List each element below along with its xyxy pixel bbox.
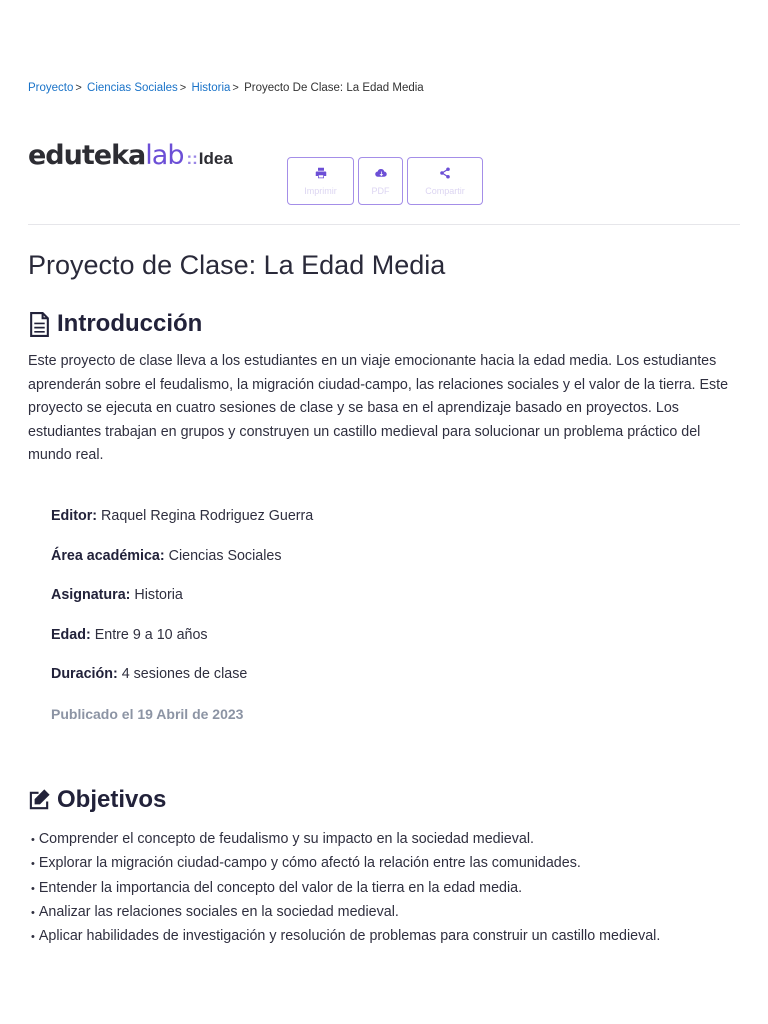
header-divider [28, 224, 740, 225]
list-item: • Analizar las relaciones sociales en la sociedad medieval. [28, 901, 660, 925]
list-item: • Explorar la migración ciudad-campo y cómo afectó la relación entre las comunidades. [28, 852, 660, 876]
logo-lab: lab [145, 140, 184, 171]
list-item: • Aplicar habilidades de investigación y resolución de problemas para construir un castillo medieval. [28, 925, 660, 949]
meta-subject: Asignatura: Historia [51, 587, 183, 603]
pdf-button-label: PDF [371, 185, 390, 196]
objectives-heading-text: Objetivos [57, 786, 167, 813]
intro-paragraph: Este proyecto de clase lleva a los estudiantes en un viaje emocionante hacia la edad media. Los estudiantes aprenderán sobre el feudalismo, la migración ciudad-campo, las relaciones sociales y el valor de la tierra. Este proyecto se ejecuta en cuatro sesiones de clase y se basa en el aprendizaje basado en proyectos. Los estudiantes trabajan en grupos y construyen un castillo medieval para solucionar un problema práctico del mundo real. [28, 353, 729, 463]
breadcrumb-link-ciencias-sociales[interactable]: Ciencias Sociales [87, 82, 178, 94]
share-icon [439, 167, 451, 179]
pdf-button[interactable] [358, 157, 403, 205]
edutekalab-logo[interactable] [28, 140, 233, 171]
chevron-right-icon: > [179, 82, 187, 94]
cloud-download-icon [375, 167, 387, 179]
meta-age: Edad: Entre 9 a 10 años [51, 626, 208, 643]
logo-eduteka: eduteka [28, 140, 146, 171]
share-button[interactable] [407, 157, 483, 205]
chevron-right-icon: > [75, 82, 82, 94]
toolbar [287, 157, 483, 205]
intro-heading-text: Introducción [57, 310, 203, 337]
meta-area: Área académica: Ciencias Sociales [51, 547, 282, 564]
intro-heading [28, 310, 202, 338]
objectives-list [28, 828, 660, 949]
page-title: Proyecto de Clase: La Edad Media [28, 250, 446, 280]
meta-editor: Editor: Raquel Regina Rodriguez Guerra [51, 508, 314, 524]
document-icon [28, 312, 51, 337]
list-item: • Comprender el concepto de feudalismo y su impacto en la sociedad medieval. [28, 828, 660, 852]
logo-idea: ::Idea [186, 149, 233, 168]
share-button-label: Compartir [425, 185, 465, 196]
print-icon [315, 167, 327, 179]
published-date: Publicado el 19 Abril de 2023 [51, 705, 244, 722]
meta-duration: Duración: 4 sesiones de clase [51, 666, 248, 682]
breadcrumb-current: Proyecto De Clase: La Edad Media [244, 82, 424, 94]
breadcrumb-link-proyecto[interactable]: Proyecto [28, 82, 74, 94]
chevron-right-icon: > [232, 82, 239, 94]
print-button[interactable] [287, 157, 354, 205]
print-button-label: Imprimir [304, 185, 337, 196]
breadcrumb [28, 82, 424, 94]
objectives-heading [28, 786, 166, 814]
list-item: • Entender la importancia del concepto del valor de la tierra en la edad media. [28, 877, 660, 901]
project-meta [51, 508, 313, 722]
edit-icon [28, 788, 51, 813]
breadcrumb-link-historia[interactable]: Historia [191, 82, 231, 94]
